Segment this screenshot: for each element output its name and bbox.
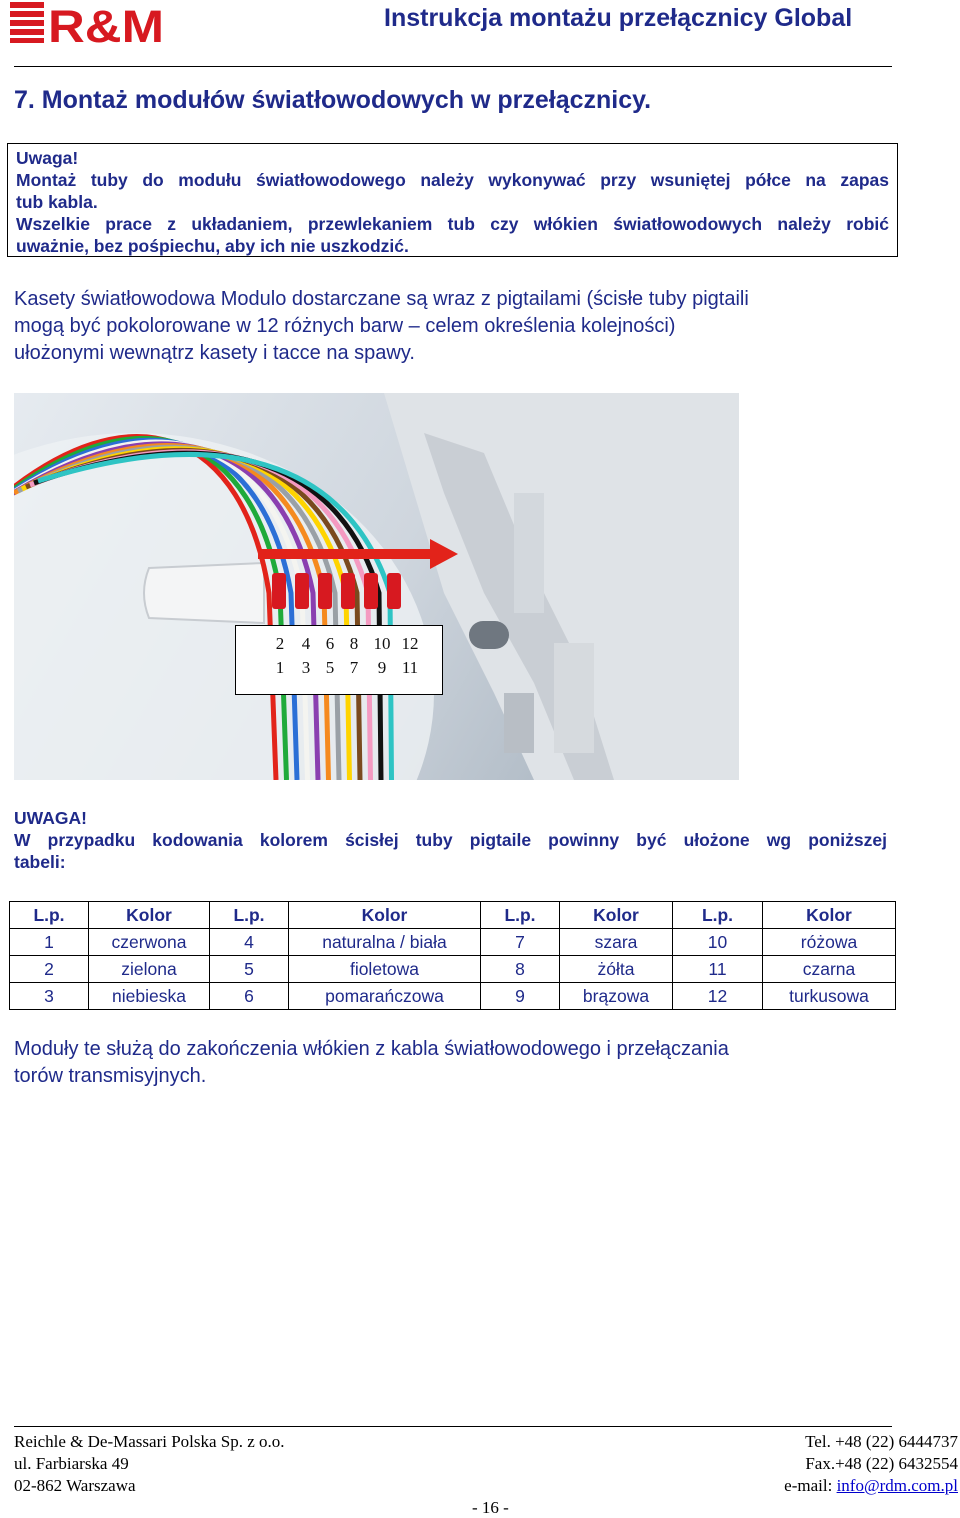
table-cell: fioletowa: [289, 956, 481, 983]
table-cell: 8: [481, 956, 560, 983]
table-cell: szara: [560, 929, 673, 956]
connector-clip: [387, 573, 401, 609]
fiber-color-table: [9, 901, 896, 1010]
warning-label: Uwaga!: [16, 148, 79, 168]
cassette-photo: [14, 393, 739, 780]
header-cell: Kolor: [560, 902, 673, 929]
table-cell: 9: [481, 983, 560, 1010]
footer-street: ul. Farbiarska 49: [14, 1454, 129, 1473]
table-cell: 2: [10, 956, 89, 983]
footer-email-label: e-mail:: [784, 1476, 837, 1495]
fiber-number: 5: [325, 658, 335, 677]
fiber-number: 4: [301, 634, 311, 653]
table-cell: żółta: [560, 956, 673, 983]
fiber-number: 11: [401, 658, 419, 677]
header-cell: L.p.: [481, 902, 560, 929]
table-cell: 3: [10, 983, 89, 1010]
connector-clip: [272, 573, 286, 609]
notice-line-1: W przypadku kodowania kolorem ścisłej tuby pigtaile powinny być ułożone wg poniższej: [14, 830, 887, 850]
fiber-number-box: [235, 625, 443, 695]
table-cell: 11: [673, 956, 763, 983]
table-cell: pomarańczowa: [289, 983, 481, 1010]
footer-email-link[interactable]: info@rdm.com.pl: [836, 1476, 958, 1495]
closing-line-1: Moduły te służą do zakończenia włókien z kabla światłowodowego i przełączania: [14, 1038, 729, 1060]
header-cell: L.p.: [210, 902, 289, 929]
connector-clip: [318, 573, 332, 609]
table-cell: naturalna / biała: [289, 929, 481, 956]
connector-clip: [364, 573, 378, 609]
header-cell: Kolor: [763, 902, 896, 929]
table-cell: zielona: [89, 956, 210, 983]
page-number: - 16 -: [472, 1498, 509, 1517]
footer-divider: [14, 1426, 892, 1427]
connector-clip: [341, 573, 355, 609]
header-title: Instrukcja montażu przełącznicy Global: [384, 4, 853, 32]
table-cell: brązowa: [560, 983, 673, 1010]
closing-line-2: torów transmisyjnych.: [14, 1065, 207, 1087]
warning-line-1: Montaż tuby do modułu światłowodowego należy wykonywać przy wsuniętej półce na zapas: [16, 170, 889, 190]
table-cell: czerwona: [89, 929, 210, 956]
header-cell: L.p.: [673, 902, 763, 929]
table-row: [10, 929, 896, 956]
table-row: [10, 956, 896, 983]
notice-line-2: tabeli:: [14, 852, 66, 872]
warning-line-4: uważnie, bez pośpiechu, aby ich nie uszkodzić.: [16, 236, 409, 256]
intro-line-3: ułożonymi wewnątrz kasety i tacce na spawy.: [14, 342, 415, 364]
table-cell: turkusowa: [763, 983, 896, 1010]
fiber-number: 1: [275, 658, 285, 677]
table-cell: 6: [210, 983, 289, 1010]
table-header-row: [10, 902, 896, 929]
fiber-number: 8: [349, 634, 359, 653]
warning-box: [7, 143, 898, 257]
notice-label: UWAGA!: [14, 808, 87, 828]
intro-line-2: mogą być pokolorowane w 12 różnych barw – celem określenia kolejności): [14, 315, 676, 337]
table-cell: różowa: [763, 929, 896, 956]
header-cell: Kolor: [289, 902, 481, 929]
rm-logo: [8, 0, 168, 44]
footer-company: Reichle & De-Massari Polska Sp. z o.o.: [14, 1432, 285, 1451]
table-cell: 4: [210, 929, 289, 956]
odd-number-row: [266, 658, 422, 678]
warning-line-2: tub kabla.: [16, 192, 98, 212]
header-cell: L.p.: [10, 902, 89, 929]
table-cell: niebieska: [89, 983, 210, 1010]
footer-email-line: [784, 1476, 958, 1496]
header-divider: [14, 66, 892, 67]
table-cell: 5: [210, 956, 289, 983]
footer-fax: Fax.+48 (22) 6432554: [805, 1454, 958, 1473]
fiber-number: 9: [377, 658, 387, 677]
fiber-number: 2: [275, 634, 285, 653]
table-cell: czarna: [763, 956, 896, 983]
fiber-number: 3: [301, 658, 311, 677]
header-cell: Kolor: [89, 902, 210, 929]
table-cell: 7: [481, 929, 560, 956]
fiber-number: 7: [349, 658, 359, 677]
section-title: 7. Montaż modułów światłowodowych w przełącznicy.: [14, 86, 652, 114]
footer-city: 02-862 Warszawa: [14, 1476, 136, 1495]
table-cell: 10: [673, 929, 763, 956]
fiber-number: 12: [401, 634, 419, 653]
table-cell: 1: [10, 929, 89, 956]
connector-clip: [295, 573, 309, 609]
intro-line-1: Kasety światłowodowa Modulo dostarczane są wraz z pigtailami (ścisłe tuby pigtaili: [14, 288, 749, 310]
fiber-number: 10: [373, 634, 391, 653]
table-cell: 12: [673, 983, 763, 1010]
even-number-row: [266, 634, 422, 654]
logo-text: R&M: [48, 1, 164, 44]
table-row: [10, 983, 896, 1010]
fiber-number: 6: [325, 634, 335, 653]
footer-tel: Tel. +48 (22) 6444737: [805, 1432, 958, 1451]
warning-line-3: Wszelkie prace z układaniem, przewlekaniem tub czy włókien światłowodowych należy robić: [16, 214, 889, 234]
